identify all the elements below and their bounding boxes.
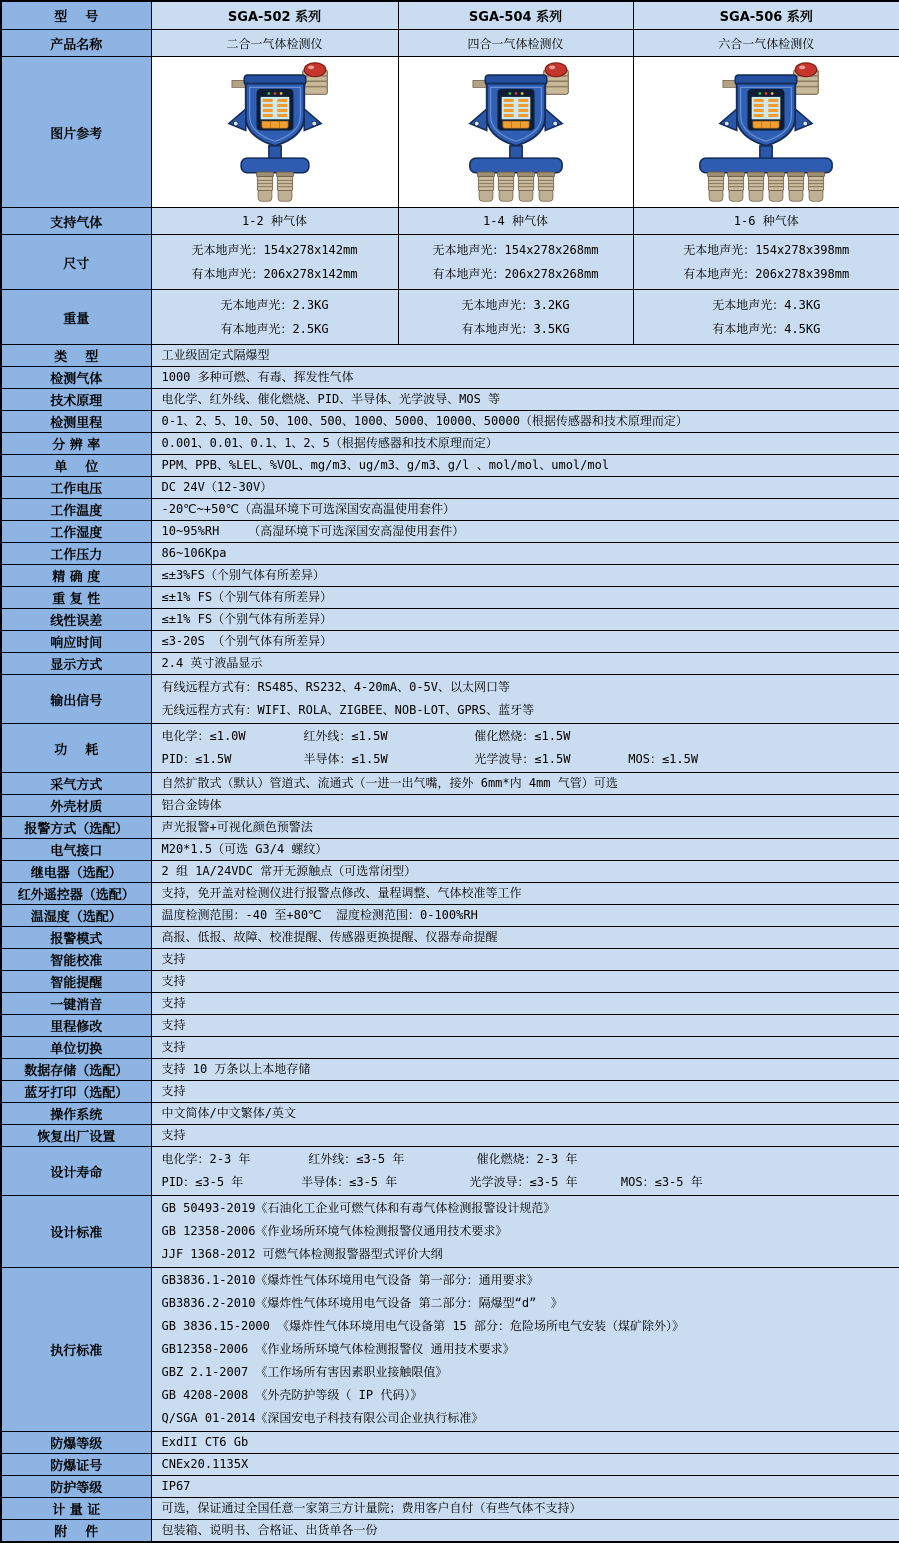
- spec-line: 无线远程方式有：WIFI、ROLA、ZIGBEE、NOB-LOT、GPRS、蓝牙等: [161, 703, 535, 717]
- model-header: SGA-502 系列: [151, 1, 398, 30]
- spec-value-cell: [151, 773, 899, 795]
- row-label: 智能提醒: [1, 971, 151, 993]
- matrix-line: 无本地声光：2.3KG: [220, 298, 329, 312]
- row-label: 一键消音: [1, 993, 151, 1015]
- spec-line: ≤3-20S （个别气体有所差异）: [161, 634, 333, 648]
- spec-line: GB 12358-2006《作业场所环境气体检测报警仪通用技术要求》: [161, 1224, 508, 1238]
- matrix-cell: [398, 235, 633, 290]
- spec-row: [1, 817, 899, 839]
- spec-line: 铝合金铸体: [161, 798, 222, 812]
- spec-row: [1, 1432, 899, 1454]
- spec-line: DC 24V（12-30V）: [161, 480, 273, 494]
- spec-row: [1, 1103, 899, 1125]
- spec-line: 声光报警+可视化颜色预警法: [161, 820, 313, 834]
- row-label: 技术原理: [1, 389, 151, 411]
- spec-line: GBZ 2.1-2007 《工作场所有害因素职业接触限值》: [161, 1365, 448, 1379]
- spec-line: Q/SGA 01-2014《深国安电子科技有限公司企业执行标准》: [161, 1411, 484, 1425]
- spec-line: ≤±1% FS（个别气体有所差异）: [161, 612, 333, 626]
- product-image-cell: [398, 57, 633, 208]
- spec-line: GB 4208-2008 《外壳防护等级（ IP 代码）》: [161, 1388, 423, 1402]
- row-label: 报警方式（选配）: [1, 817, 151, 839]
- matrix-line: 无本地声光：154x278x268mm: [432, 243, 599, 257]
- spec-value-cell: [151, 1081, 899, 1103]
- matrix-line: 1-2 种气体: [242, 214, 307, 228]
- row-label: 防爆证号: [1, 1454, 151, 1476]
- row-label: 支持气体: [1, 208, 151, 235]
- spec-line: GB3836.1-2010《爆炸性气体环境用电气设备 第一部分：通用要求》: [161, 1273, 539, 1287]
- matrix-line: 无本地声光：154x278x398mm: [683, 243, 850, 257]
- row-label: 智能校准: [1, 949, 151, 971]
- row-label: 分 辨 率: [1, 433, 151, 455]
- product-image-cell: [633, 57, 899, 208]
- spec-value-cell: [151, 724, 899, 773]
- spec-line: PID：≤3-5 年 半导体：≤3-5 年 光学波导：≤3-5 年 MOS：≤3-5 年: [161, 1175, 703, 1189]
- spec-value-cell: [151, 883, 899, 905]
- sensor-probe: [517, 172, 534, 201]
- spec-row: [1, 587, 899, 609]
- spec-line: 支持: [161, 996, 186, 1010]
- row-label: 红外遥控器（选配）: [1, 883, 151, 905]
- row-label: 检测里程: [1, 411, 151, 433]
- row-label: 工作湿度: [1, 521, 151, 543]
- spec-row: [1, 609, 899, 631]
- spec-line: 支持: [161, 1128, 186, 1142]
- spec-row: [1, 565, 899, 587]
- row-label: 显示方式: [1, 653, 151, 675]
- spec-row: [1, 1520, 899, 1543]
- spec-value-cell: [151, 1498, 899, 1520]
- row-label: 响应时间: [1, 631, 151, 653]
- spec-line: -20℃~+50℃（高温环境下可选深国安高温使用套件）: [161, 502, 456, 516]
- sensor-probe: [788, 172, 805, 201]
- spec-value-cell: [151, 795, 899, 817]
- spec-row: [1, 971, 899, 993]
- spec-line: ≤±3%FS（个别气体有所差异）: [161, 568, 325, 582]
- spec-value-cell: [151, 587, 899, 609]
- row-label: 重 复 性: [1, 587, 151, 609]
- spec-row: [1, 477, 899, 499]
- spec-line: 0.001、0.01、0.1、1、2、5（根据传感器和技术原理而定）: [161, 436, 498, 450]
- model-header: SGA-506 系列: [633, 1, 899, 30]
- matrix-cell: [633, 235, 899, 290]
- spec-row: [1, 949, 899, 971]
- row-label: 类 型: [1, 345, 151, 367]
- spec-line: JJF 1368-2012 可燃气体检测报警器型式评价大纲: [161, 1247, 443, 1261]
- matrix-line: 有本地声光：2.5KG: [220, 322, 329, 336]
- row-label: 产品名称: [1, 30, 151, 57]
- row-label: 附 件: [1, 1520, 151, 1543]
- product-image-cell: [151, 57, 398, 208]
- row-label: 计 量 证: [1, 1498, 151, 1520]
- matrix-cell: [398, 208, 633, 235]
- sensor-probe: [768, 172, 785, 201]
- spec-line: 电化学、红外线、催化燃烧、PID、半导体、光学波导、MOS 等: [161, 392, 501, 406]
- spec-line: 支持: [161, 952, 186, 966]
- spec-row: [1, 1268, 899, 1432]
- row-label: 功 耗: [1, 724, 151, 773]
- spec-line: 温度检测范围：-40 至+80℃ 湿度检测范围：0-100%RH: [161, 908, 478, 922]
- matrix-line: 无本地声光：154x278x142mm: [191, 243, 358, 257]
- spec-line: 支持: [161, 1084, 186, 1098]
- spec-line: GB3836.2-2010《爆炸性气体环境用电气设备 第二部分：隔爆型“d” 》: [161, 1296, 563, 1310]
- spec-matrix-row: [1, 208, 899, 235]
- row-label: 图片参考: [1, 57, 151, 208]
- spec-line: 中文简体/中文繁体/英文: [161, 1106, 296, 1120]
- spec-value-cell: [151, 675, 899, 724]
- spec-row: [1, 1196, 899, 1268]
- spec-row: [1, 1125, 899, 1147]
- spec-line: 支持，免开盖对检测仪进行报警点修改、量程调整、气体校准等工作: [161, 886, 522, 900]
- row-label: 防护等级: [1, 1476, 151, 1498]
- spec-row: [1, 433, 899, 455]
- spec-value-cell: [151, 861, 899, 883]
- matrix-cell: [633, 208, 899, 235]
- spec-row: [1, 1454, 899, 1476]
- row-label: 工作温度: [1, 499, 151, 521]
- row-label: 电气接口: [1, 839, 151, 861]
- sensor-probe: [497, 172, 514, 201]
- spec-value-cell: [151, 653, 899, 675]
- sensor-manifold: [700, 158, 832, 173]
- product-name-cell: 六合一气体检测仪: [633, 30, 899, 57]
- matrix-line: 无本地声光：3.2KG: [461, 298, 570, 312]
- product-name-row: [1, 30, 899, 57]
- spec-line: 2.4 英寸液晶显示: [161, 656, 263, 670]
- sensor-probe: [728, 172, 745, 201]
- spec-value-cell: [151, 927, 899, 949]
- spec-row: [1, 675, 899, 724]
- spec-value-cell: [151, 839, 899, 861]
- spec-line: 支持: [161, 1018, 186, 1032]
- product-name-cell: 二合一气体检测仪: [151, 30, 398, 57]
- image-reference-row: [1, 57, 899, 208]
- spec-value-cell: [151, 1037, 899, 1059]
- spec-row: [1, 521, 899, 543]
- spec-line: 包装箱、说明书、合格证、出货单各一份: [161, 1523, 378, 1537]
- spec-line: 有线远程方式有：RS485、RS232、4-20mA、0-5V、以太网口等: [161, 680, 510, 694]
- spec-row: [1, 499, 899, 521]
- row-label: 恢复出厂设置: [1, 1125, 151, 1147]
- spec-row: [1, 345, 899, 367]
- row-label: 报警模式: [1, 927, 151, 949]
- matrix-line: 有本地声光：3.5KG: [461, 322, 570, 336]
- spec-value-cell: [151, 1125, 899, 1147]
- spec-line: 支持: [161, 974, 186, 988]
- spec-line: M20*1.5（可选 G3/4 螺纹）: [161, 842, 328, 856]
- spec-value-cell: [151, 521, 899, 543]
- spec-row: [1, 1015, 899, 1037]
- spec-row: [1, 1081, 899, 1103]
- matrix-line: 有本地声光：4.5KG: [712, 322, 821, 336]
- spec-value-cell: [151, 543, 899, 565]
- spec-row: [1, 367, 899, 389]
- spec-row: [1, 455, 899, 477]
- matrix-line: 1-4 种气体: [483, 214, 548, 228]
- spec-value-cell: [151, 1268, 899, 1432]
- matrix-line: 有本地声光：206x278x398mm: [683, 267, 850, 281]
- matrix-line: 有本地声光：206x278x268mm: [432, 267, 599, 281]
- spec-line: PPM、PPB、%LEL、%VOL、mg/m3、ug/m3、g/m3、g/l 、mol/mol、umol/mol: [161, 458, 610, 472]
- spec-value-cell: [151, 1454, 899, 1476]
- spec-row: [1, 1059, 899, 1081]
- row-label: 尺寸: [1, 235, 151, 290]
- spec-line: IP67: [161, 1479, 191, 1493]
- sensor-probe: [256, 172, 273, 201]
- spec-value-cell: [151, 565, 899, 587]
- row-label: 数据存储（选配）: [1, 1059, 151, 1081]
- product-name-cell: 四合一气体检测仪: [398, 30, 633, 57]
- spec-matrix-row: [1, 290, 899, 345]
- spec-value-cell: [151, 389, 899, 411]
- spec-row: [1, 795, 899, 817]
- row-label: 外壳材质: [1, 795, 151, 817]
- spec-line: 自然扩散式（默认）管道式、流通式（一进一出气嘴，接外 6mm*内 4mm 气管）可选: [161, 776, 618, 790]
- spec-value-cell: [151, 1147, 899, 1196]
- spec-row: [1, 724, 899, 773]
- spec-value-cell: [151, 367, 899, 389]
- spec-line: 支持 10 万条以上本地存储: [161, 1062, 311, 1076]
- spec-line: 可选，保证通过全国任意一家第三方计量院；费用客户自付（有些气体不支持）: [161, 1501, 582, 1515]
- spec-row: [1, 861, 899, 883]
- spec-value-cell: [151, 477, 899, 499]
- matrix-line: 无本地声光：4.3KG: [712, 298, 821, 312]
- spec-value-cell: [151, 971, 899, 993]
- spec-line: GB12358-2006 《作业场所环境气体检测报警仪 通用技术要求》: [161, 1342, 515, 1356]
- matrix-cell: [151, 290, 398, 345]
- sensor-probe: [748, 172, 765, 201]
- row-label: 精 确 度: [1, 565, 151, 587]
- row-label: 防爆等级: [1, 1432, 151, 1454]
- matrix-cell: [633, 290, 899, 345]
- spec-value-cell: [151, 631, 899, 653]
- row-label: 工作压力: [1, 543, 151, 565]
- spec-value-cell: [151, 499, 899, 521]
- spec-row: [1, 1476, 899, 1498]
- spec-line: 工业级固定式隔爆型: [161, 348, 270, 362]
- spec-row: [1, 773, 899, 795]
- matrix-cell: [151, 235, 398, 290]
- row-label: 输出信号: [1, 675, 151, 724]
- spec-row: [1, 411, 899, 433]
- spec-line: ≤±1% FS（个别气体有所差异）: [161, 590, 333, 604]
- sensor-probe: [477, 172, 494, 201]
- spec-line: 高报、低报、故障、校准提醒、传感器更换提醒、仪器寿命提醒: [161, 930, 498, 944]
- spec-row: [1, 543, 899, 565]
- model-header-row: [1, 1, 899, 30]
- spec-value-cell: [151, 1432, 899, 1454]
- spec-line: 1000 多种可燃、有毒、挥发性气体: [161, 370, 354, 384]
- spec-line: 2 组 1A/24VDC 常开无源触点（可选常闭型）: [161, 864, 417, 878]
- gas-detector-image: [416, 59, 616, 205]
- spec-row: [1, 1498, 899, 1520]
- spec-line: 0-1、2、5、10、50、100、500、1000、5000、10000、50000（根据传感器和技术原理而定）: [161, 414, 688, 428]
- row-label: 温湿度（选配）: [1, 905, 151, 927]
- spec-line: 支持: [161, 1040, 186, 1054]
- sensor-manifold: [241, 158, 309, 173]
- spec-value-cell: [151, 1196, 899, 1268]
- matrix-line: 1-6 种气体: [733, 214, 799, 228]
- row-label: 操作系统: [1, 1103, 151, 1125]
- spec-line: 电化学：2-3 年 红外线：≤3-5 年 催化燃烧：2-3 年: [161, 1152, 578, 1166]
- spec-row: [1, 389, 899, 411]
- gas-detector-image: [666, 59, 866, 205]
- gas-detector-image: [175, 59, 375, 205]
- row-label: 设计标准: [1, 1196, 151, 1268]
- row-label: 重量: [1, 290, 151, 345]
- spec-value-cell: [151, 1476, 899, 1498]
- spec-value-cell: [151, 949, 899, 971]
- spec-line: GB 50493-2019《石油化工企业可燃气体和有毒气体检测报警设计规范》: [161, 1201, 556, 1215]
- row-label: 继电器（选配）: [1, 861, 151, 883]
- spec-row: [1, 839, 899, 861]
- spec-row: [1, 883, 899, 905]
- matrix-cell: [398, 290, 633, 345]
- sensor-probe: [276, 172, 293, 201]
- sensor-probe: [808, 172, 825, 201]
- row-label: 蓝牙打印（选配）: [1, 1081, 151, 1103]
- spec-value-cell: [151, 345, 899, 367]
- row-label: 执行标准: [1, 1268, 151, 1432]
- row-label: 设计寿命: [1, 1147, 151, 1196]
- spec-value-cell: [151, 905, 899, 927]
- spec-matrix-row: [1, 235, 899, 290]
- spec-row: [1, 927, 899, 949]
- spec-row: [1, 1037, 899, 1059]
- row-label: 单 位: [1, 455, 151, 477]
- spec-value-cell: [151, 609, 899, 631]
- row-label: 线性误差: [1, 609, 151, 631]
- spec-value-cell: [151, 433, 899, 455]
- spec-value-cell: [151, 455, 899, 477]
- sensor-probe: [708, 172, 725, 201]
- sensor-manifold: [469, 158, 561, 173]
- row-label: 采气方式: [1, 773, 151, 795]
- spec-value-cell: [151, 1103, 899, 1125]
- model-header: SGA-504 系列: [398, 1, 633, 30]
- row-label: 型 号: [1, 1, 151, 30]
- spec-line: ExdII CT6 Gb: [161, 1435, 249, 1449]
- spec-line: CNEx20.1135X: [161, 1457, 249, 1471]
- spec-value-cell: [151, 1059, 899, 1081]
- row-label: 检测气体: [1, 367, 151, 389]
- spec-line: 86~106Kpa: [161, 546, 227, 560]
- spec-line: PID：≤1.5W 半导体：≤1.5W 光学波导：≤1.5W MOS：≤1.5W: [161, 752, 699, 766]
- spec-row: [1, 993, 899, 1015]
- sensor-probe: [537, 172, 554, 201]
- spec-line: GB 3836.15-2000 《爆炸性气体环境用电气设备第 15 部分：危险场所电气安装（煤矿除外）》: [161, 1319, 684, 1333]
- row-label: 工作电压: [1, 477, 151, 499]
- spec-value-cell: [151, 411, 899, 433]
- spec-row: [1, 653, 899, 675]
- matrix-cell: [151, 208, 398, 235]
- spec-row: [1, 631, 899, 653]
- spec-table-body: [1, 1, 899, 1542]
- spec-value-cell: [151, 1520, 899, 1543]
- spec-line: 电化学：≤1.0W 红外线：≤1.5W 催化燃烧：≤1.5W: [161, 729, 571, 743]
- spec-value-cell: [151, 993, 899, 1015]
- matrix-line: 有本地声光：206x278x142mm: [191, 267, 358, 281]
- spec-value-cell: [151, 817, 899, 839]
- row-label: 单位切换: [1, 1037, 151, 1059]
- spec-row: [1, 905, 899, 927]
- spec-row: [1, 1147, 899, 1196]
- spec-value-cell: [151, 1015, 899, 1037]
- row-label: 里程修改: [1, 1015, 151, 1037]
- spec-line: 10~95%RH （高湿环境下可选深国安高湿使用套件）: [161, 524, 465, 538]
